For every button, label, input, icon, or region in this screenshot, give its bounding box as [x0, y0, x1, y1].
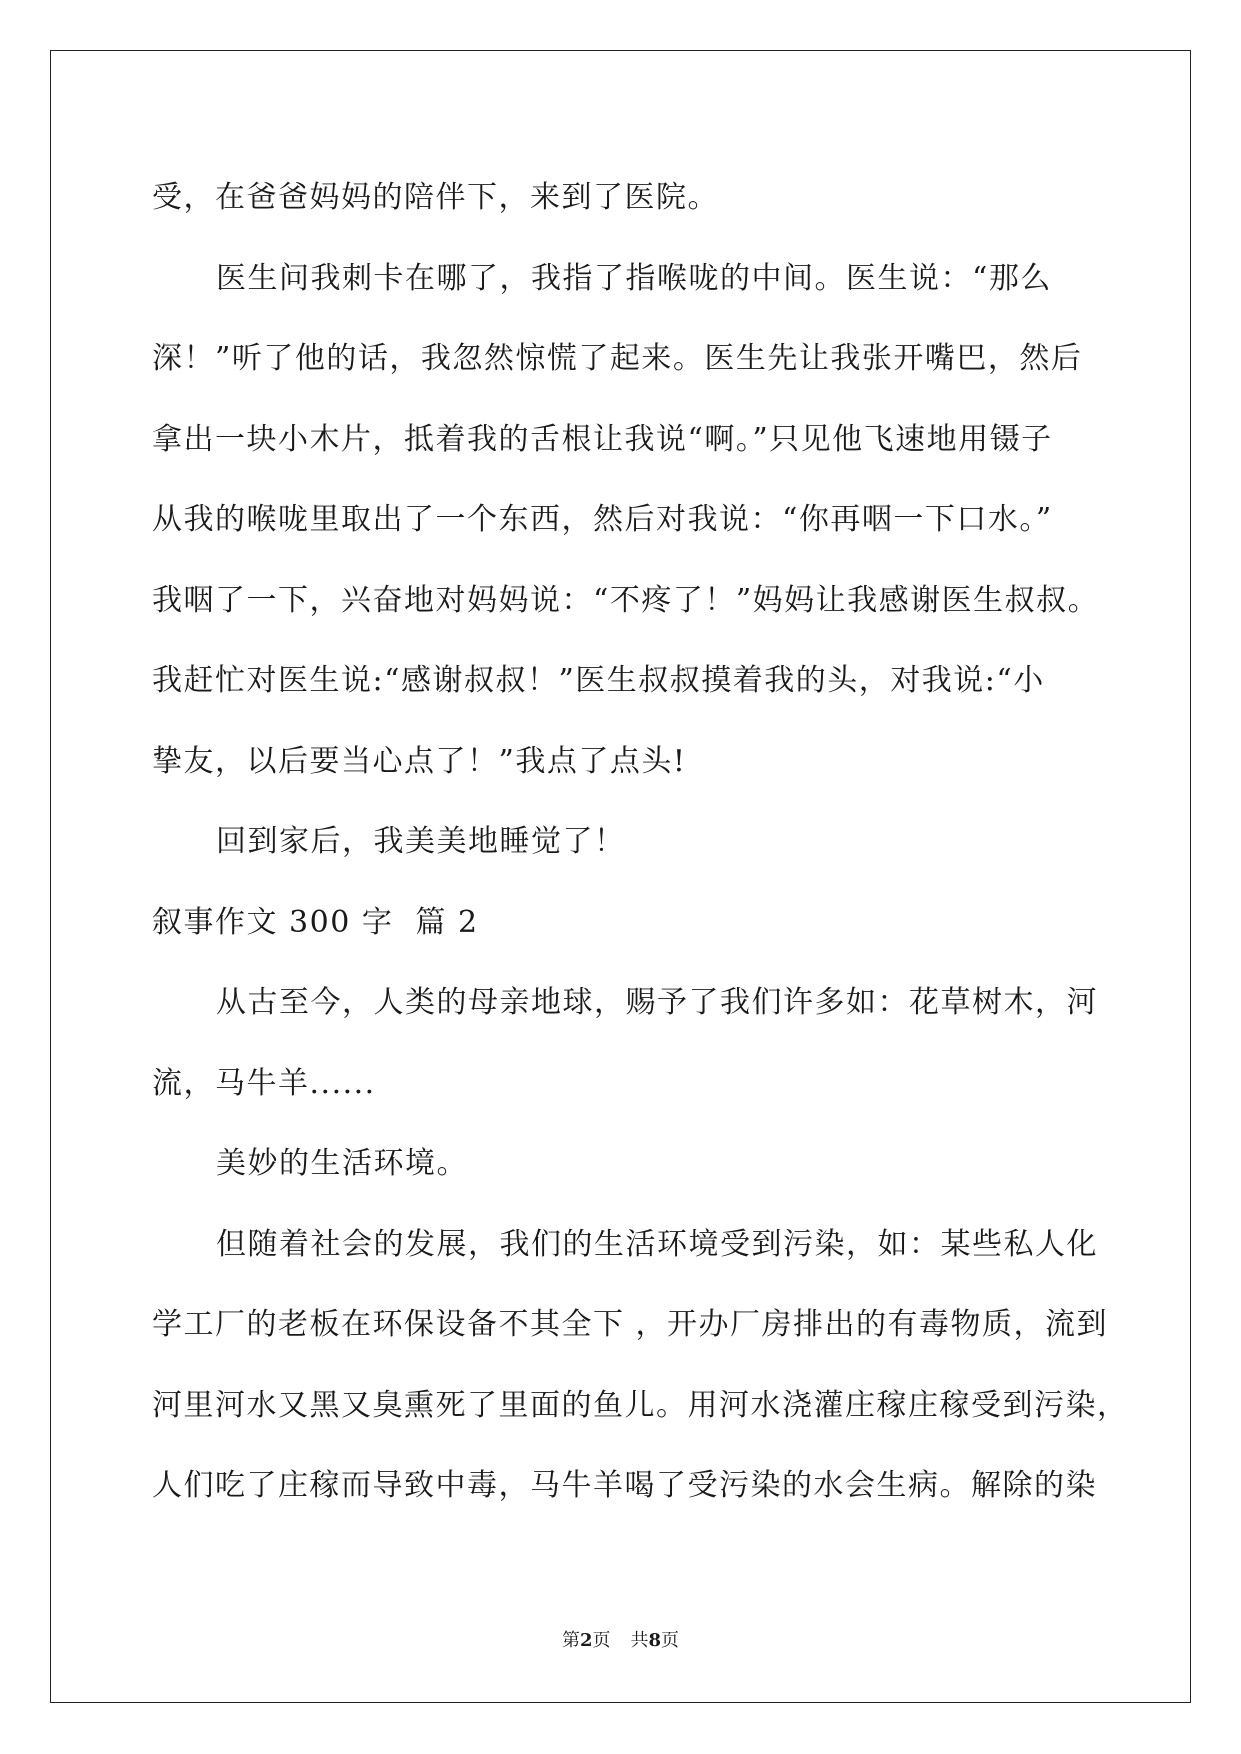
- page-footer: [0, 1626, 1241, 1652]
- paragraph-start: 医生问我刺卡在哪了，我指了指喉咙的中间。医生说：“那么: [216, 260, 1052, 296]
- text-line: 我咽了一下，兴奋地对妈妈说：“不疼了！”妈妈让我感谢医生叔叔。: [152, 582, 1100, 618]
- text-line: 拿出一块小木片，抵着我的舌根让我说“啊。”只见他飞速地用镊子: [152, 421, 1053, 457]
- total-pages-count: 8: [648, 1630, 662, 1651]
- text-line: 人们吃了庄稼而导致中毒，马牛羊喝了受污染的水会生病。解除的染: [152, 1468, 1097, 1503]
- paragraph-start: 但随着社会的发展，我们的生活环境受到污染，如：某些私人化: [216, 1226, 1098, 1262]
- text-line: 受，在爸爸妈妈的陪伴下，来到了医院。: [152, 180, 719, 215]
- text-line: 河里河水又黑又臭熏死了里面的鱼儿。用河水浇灌庄稼庄稼受到污染，: [152, 1387, 1129, 1423]
- text-line: 深！”听了他的话，我忽然惊慌了起来。医生先让我张开嘴巴，然后: [152, 341, 1083, 376]
- paragraph-start: 美妙的生活环境。: [216, 1146, 468, 1181]
- text-line: 我赶忙对医生说:“感谢叔叔！”医生叔叔摸着我的头，对我说:“小: [152, 663, 1045, 698]
- text-line: 学工厂的老板在环保设备不其全下 ，开办厂房排出的有毒物质，流到: [152, 1307, 1109, 1342]
- document-body: [152, 158, 1129, 1527]
- section-heading: 叙事作文 300 字 篇 2: [152, 904, 479, 940]
- page-number-current: 2: [579, 1630, 593, 1651]
- total-pages-suffix: 页: [661, 1630, 680, 1651]
- text-line: 流，马牛羊......: [152, 1065, 376, 1101]
- paragraph-start: 从古至今，人类的母亲地球，赐予了我们许多如：花草树木，河: [216, 985, 1098, 1020]
- page-number-prefix: 第: [561, 1630, 580, 1651]
- text-line: 从我的喉咙里取出了一个东西，然后对我说：“你再咽一下口水。”: [152, 502, 1053, 537]
- total-pages-prefix: 共: [630, 1630, 649, 1651]
- page-number-suffix: 页: [592, 1630, 611, 1651]
- text-line: 挚友，以后要当心点了！”我点了点头!: [152, 743, 687, 779]
- paragraph-start: 回到家后，我美美地睡觉了！: [216, 824, 626, 859]
